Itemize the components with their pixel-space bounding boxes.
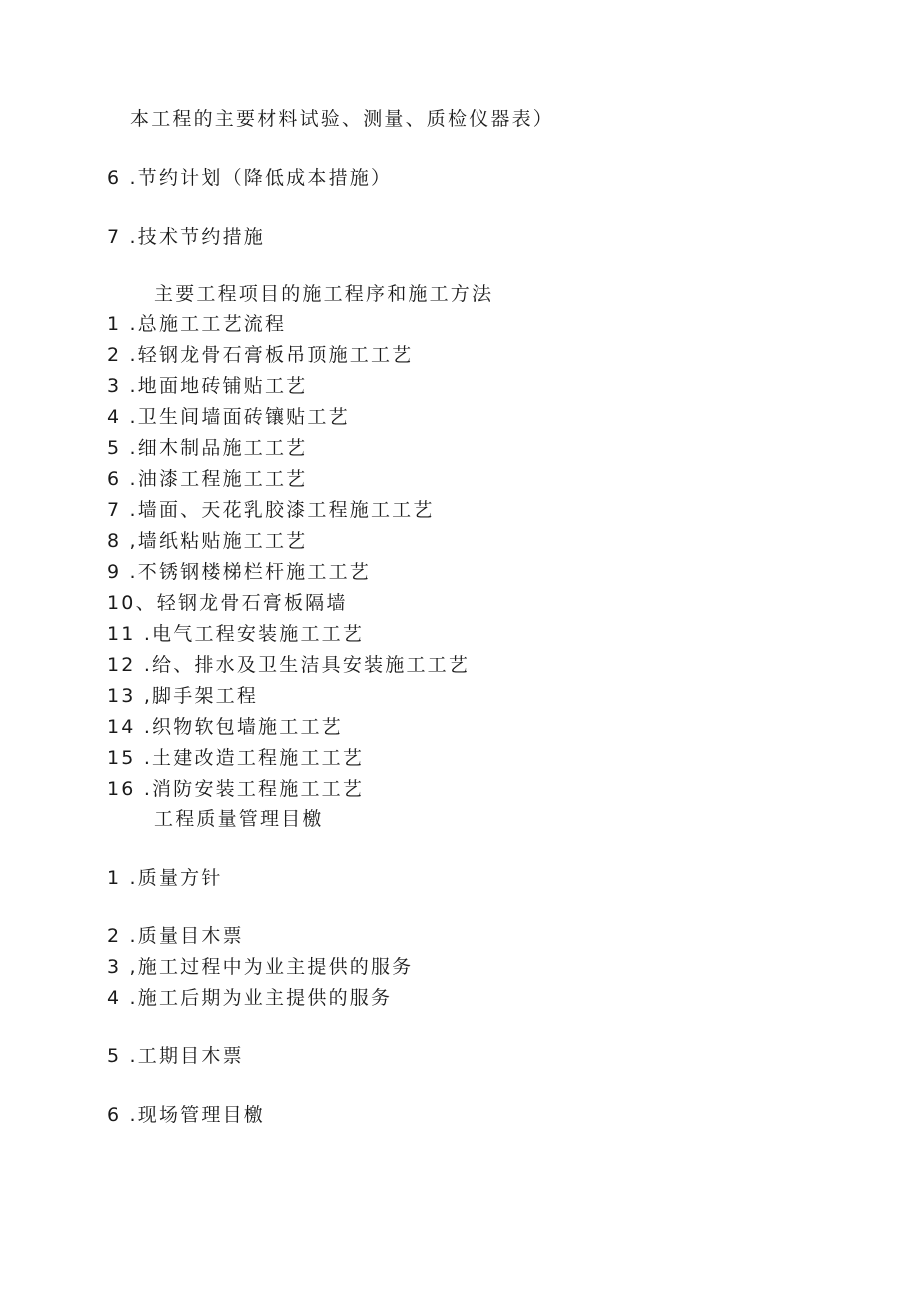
list-item: 4 .施工后期为业主提供的服务 xyxy=(107,987,393,1009)
section-heading-construction-methods: 主要工程项目的施工程序和施工方法 xyxy=(154,283,494,305)
list-item: 7 .墙面、天花乳胶漆工程施工工艺 xyxy=(107,499,435,521)
section-heading-quality-goals: 工程质量管理目檄 xyxy=(154,808,324,830)
list-item: 14 .织物软包墙施工工艺 xyxy=(107,716,343,738)
list-item: 6 .现场管理目檄 xyxy=(107,1104,265,1126)
list-item: 5 .细木制品施工工艺 xyxy=(107,437,308,459)
list-item: 8 ,墙纸粘贴施工工艺 xyxy=(107,530,308,552)
list-item: 4 .卫生间墙面砖镶贴工艺 xyxy=(107,406,350,428)
list-item: 16 .消防安装工程施工工艺 xyxy=(107,778,365,800)
list-item: 13 ,脚手架工程 xyxy=(107,685,259,707)
list-item: 1 .质量方针 xyxy=(107,867,223,889)
list-item: 5 .工期目木票 xyxy=(107,1045,244,1067)
text-line-materials-table: 本工程的主要材料试验、测量、质检仪器表） xyxy=(130,108,555,130)
list-item: 15 .土建改造工程施工工艺 xyxy=(107,747,365,769)
text-line-savings-plan: 6 .节约计划（降低成本措施） xyxy=(107,167,393,189)
list-item: 1 .总施工工艺流程 xyxy=(107,313,287,335)
text-line-tech-savings: 7 .技术节约措施 xyxy=(107,226,265,248)
list-item: 2 .轻钢龙骨石膏板吊顶施工工艺 xyxy=(107,344,414,366)
list-item: 10、轻钢龙骨石膏板隔墙 xyxy=(107,592,348,614)
list-item: 2 .质量目木票 xyxy=(107,925,244,947)
list-item: 6 .油漆工程施工工艺 xyxy=(107,468,308,490)
list-item: 12 .给、排水及卫生洁具安装施工工艺 xyxy=(107,654,471,676)
list-item: 3 ,施工过程中为业主提供的服务 xyxy=(107,956,414,978)
list-item: 11 .电气工程安装施工工艺 xyxy=(107,623,365,645)
list-item: 9 .不锈钢楼梯栏杆施工工艺 xyxy=(107,561,371,583)
list-item: 3 .地面地砖铺贴工艺 xyxy=(107,375,308,397)
